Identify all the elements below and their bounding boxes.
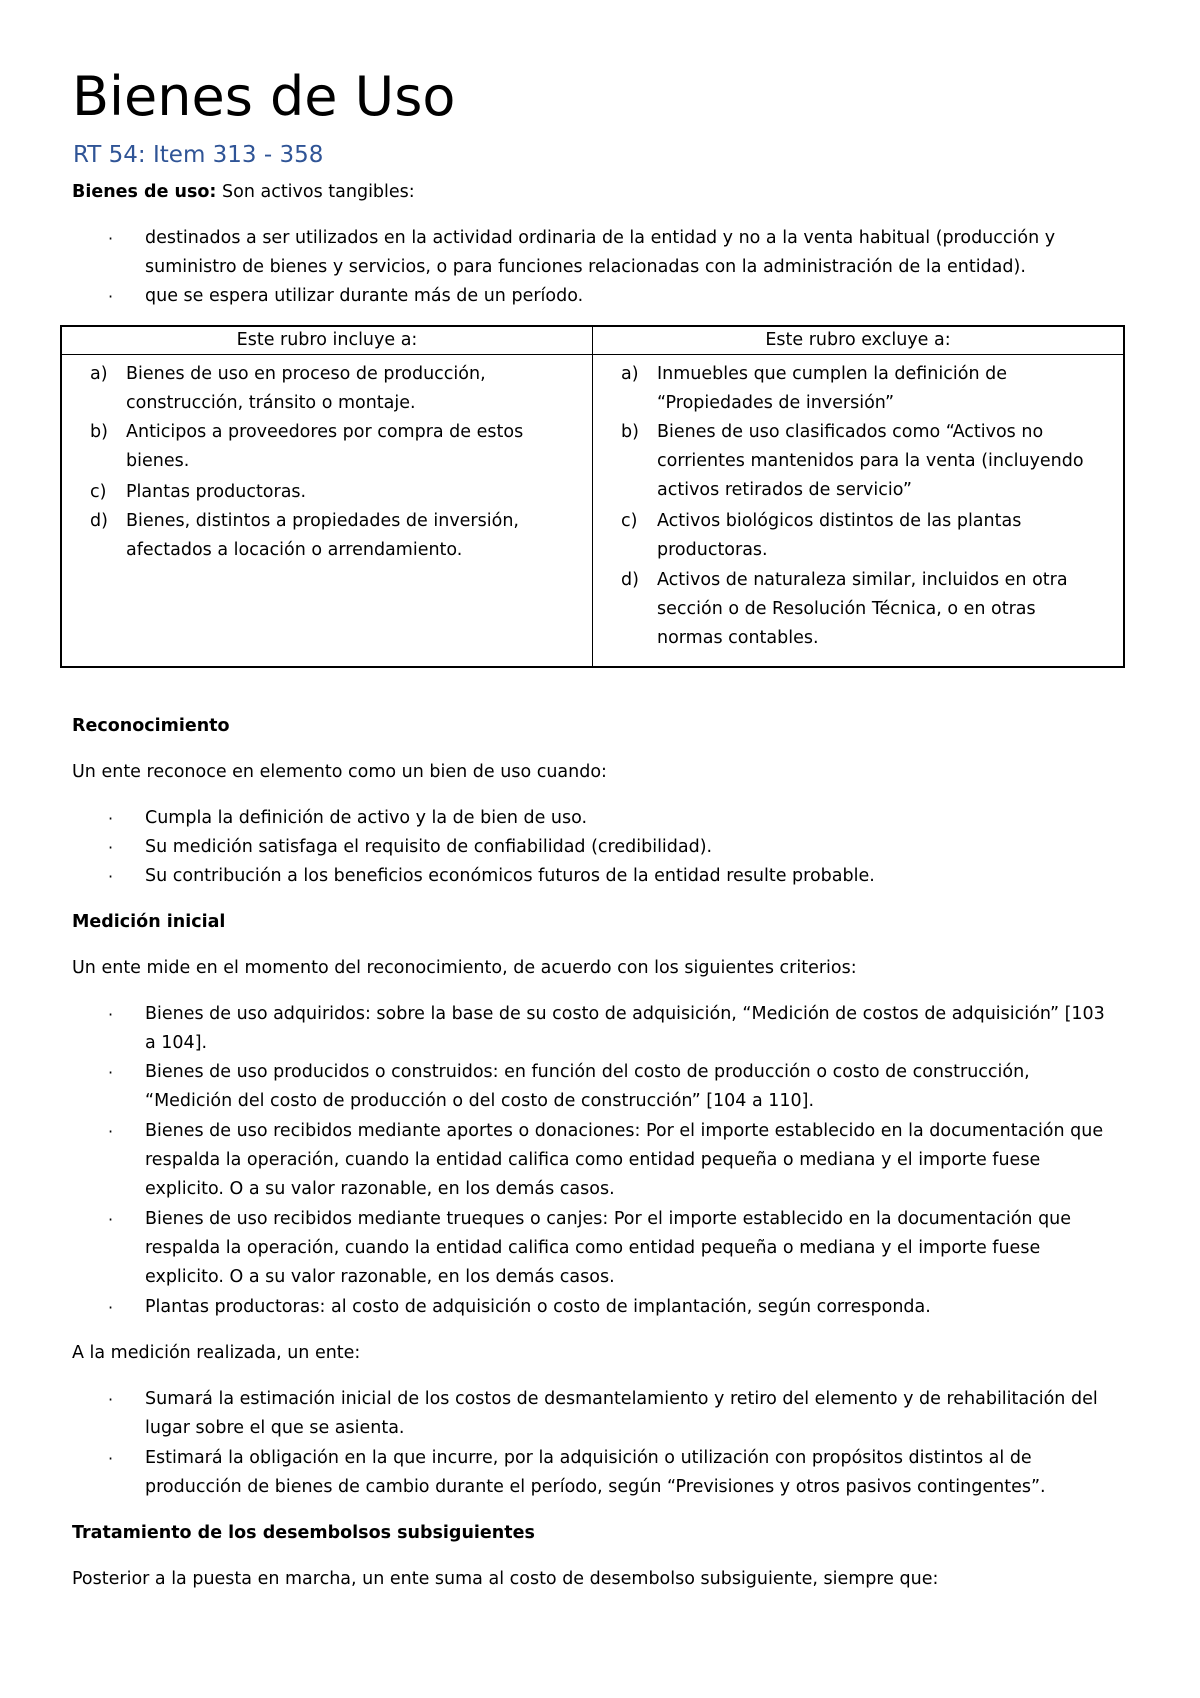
definition-line xyxy=(72,178,415,207)
medicion-bullet-2-line-2: “Medición del costo de producción o del costo de construcción” [104 a 110]. xyxy=(145,1091,815,1111)
section-heading-medicion: Medición inicial xyxy=(72,912,226,932)
definition-bullet-1-line-1: destinados a ser utilizados en la actividad ordinaria de la entidad y no a la venta habitual (producción y xyxy=(145,228,1056,248)
list-letter: c) xyxy=(621,511,638,531)
medicion-bullet-1-line-1: Bienes de uso adquiridos: sobre la base de su costo de adquisición, “Medición de costos de adquisición” [103 xyxy=(145,1004,1105,1024)
list-text: Bienes de uso clasificados como “Activos no xyxy=(657,422,1044,442)
reconocimiento-intro: Un ente reconoce en elemento como un bien de uso cuando: xyxy=(72,762,607,782)
list-letter: d) xyxy=(621,570,639,590)
table-header-excludes: Este rubro excluye a: xyxy=(593,326,1125,355)
list-text: productoras. xyxy=(657,540,768,560)
list-text: Activos de naturaleza similar, incluidos en otra xyxy=(657,570,1068,590)
table-body-row xyxy=(61,355,1124,668)
section-heading-reconocimiento: Reconocimiento xyxy=(72,716,230,736)
bullet-marker: · xyxy=(108,1063,114,1082)
medicion-bullet-4-line-2: respalda la operación, cuando la entidad califica como entidad pequeña o mediana y el importe fuese xyxy=(145,1238,1041,1258)
list-text: afectados a locación o arrendamiento. xyxy=(126,540,463,560)
list-text: Bienes, distintos a propiedades de inversión, xyxy=(126,511,519,531)
list-text: Plantas productoras. xyxy=(126,482,307,502)
medicion-bullet-2-line-1: Bienes de uso producidos o construidos: en función del costo de producción o costo de construcción, xyxy=(145,1062,1030,1082)
medicion2-bullet-2-line-2: producción de bienes de cambio durante el período, según “Previsiones y otros pasivos contingentes”. xyxy=(145,1477,1046,1497)
bullet-marker: · xyxy=(108,1210,114,1229)
list-text: Inmuebles que cumplen la definición de xyxy=(657,364,1007,384)
medicion-bullet-3-line-3: explicito. O a su valor razonable, en los demás casos. xyxy=(145,1179,615,1199)
bullet-marker: · xyxy=(108,1449,114,1468)
medicion-bullet-5-line-1: Plantas productoras: al costo de adquisición o costo de implantación, según corresponda. xyxy=(145,1297,931,1317)
list-text: Anticipos a proveedores por compra de estos xyxy=(126,422,524,442)
definition-text: Son activos tangibles: xyxy=(216,182,415,202)
bullet-marker: · xyxy=(108,809,114,828)
list-text: normas contables. xyxy=(657,628,819,648)
page-title: Bienes de Uso xyxy=(72,65,456,128)
medicion2-bullet-1-line-1: Sumará la estimación inicial de los costos de desmantelamiento y retiro del elemento y de rehabilitación del xyxy=(145,1389,1098,1409)
list-letter: b) xyxy=(90,422,108,442)
bullet-marker: · xyxy=(108,1122,114,1141)
medicion-bullet-3-line-2: respalda la operación, cuando la entidad califica como entidad pequeña o mediana y el importe fuese xyxy=(145,1150,1041,1170)
medicion-bullet-1-line-2: a 104]. xyxy=(145,1033,208,1053)
medicion2-bullet-1-line-2: lugar sobre el que se asienta. xyxy=(145,1418,405,1438)
table-header-row xyxy=(61,326,1124,355)
list-text: “Propiedades de inversión” xyxy=(657,393,895,413)
list-text: construcción, tránsito o montaje. xyxy=(126,393,416,413)
bullet-marker: · xyxy=(108,1298,114,1317)
list-text: bienes. xyxy=(126,451,190,471)
bullet-marker: · xyxy=(108,1390,114,1409)
bullet-marker: · xyxy=(108,287,114,306)
bullet-marker: · xyxy=(108,838,114,857)
list-letter: b) xyxy=(621,422,639,442)
table-cell-excludes xyxy=(593,355,1125,668)
table-cell-includes xyxy=(61,355,593,668)
table-header-includes: Este rubro incluye a: xyxy=(61,326,593,355)
list-letter: d) xyxy=(90,511,108,531)
list-text: Bienes de uso en proceso de producción, xyxy=(126,364,486,384)
page-subtitle: RT 54: Item 313 - 358 xyxy=(73,142,324,168)
medicion-intro: Un ente mide en el momento del reconocimiento, de acuerdo con los siguientes criterios: xyxy=(72,958,857,978)
definition-label: Bienes de uso: xyxy=(72,182,217,202)
definition-bullet-2-line-1: que se espera utilizar durante más de un período. xyxy=(145,286,584,306)
medicion2-bullet-2-line-1: Estimará la obligación en la que incurre, por la adquisición o utilización con propósitos distintos al de xyxy=(145,1448,1032,1468)
medicion-bullet-4-line-1: Bienes de uso recibidos mediante trueques o canjes: Por el importe establecido en la documentación que xyxy=(145,1209,1072,1229)
bullet-marker: · xyxy=(108,867,114,886)
medicion-intro-2: A la medición realizada, un ente: xyxy=(72,1343,361,1363)
desembolsos-intro: Posterior a la puesta en marcha, un ente suma al costo de desembolso subsiguiente, siempre que: xyxy=(72,1569,939,1589)
reconocimiento-bullet-2: Su medición satisfaga el requisito de confiabilidad (credibilidad). xyxy=(145,837,713,857)
bullet-marker: · xyxy=(108,1005,114,1024)
list-letter: c) xyxy=(90,482,107,502)
list-text: activos retirados de servicio” xyxy=(657,480,912,500)
rubro-table xyxy=(60,325,1125,668)
list-text: Activos biológicos distintos de las plantas xyxy=(657,511,1022,531)
list-letter: a) xyxy=(90,364,108,384)
medicion-bullet-3-line-1: Bienes de uso recibidos mediante aportes o donaciones: Por el importe establecido en la documentación que xyxy=(145,1121,1104,1141)
section-heading-desembolsos: Tratamiento de los desembolsos subsiguientes xyxy=(72,1523,535,1543)
definition-bullet-1-line-2: suministro de bienes y servicios, o para funciones relacionadas con la administración de la entidad). xyxy=(145,257,1026,277)
list-text: corrientes mantenidos para la venta (incluyendo xyxy=(657,451,1084,471)
medicion-bullet-4-line-3: explicito. O a su valor razonable, en los demás casos. xyxy=(145,1267,615,1287)
bullet-marker: · xyxy=(108,229,114,248)
list-text: sección o de Resolución Técnica, o en otras xyxy=(657,599,1036,619)
reconocimiento-bullet-1: Cumpla la definición de activo y la de bien de uso. xyxy=(145,808,588,828)
reconocimiento-bullet-3: Su contribución a los beneficios económicos futuros de la entidad resulte probable. xyxy=(145,866,875,886)
list-letter: a) xyxy=(621,364,639,384)
